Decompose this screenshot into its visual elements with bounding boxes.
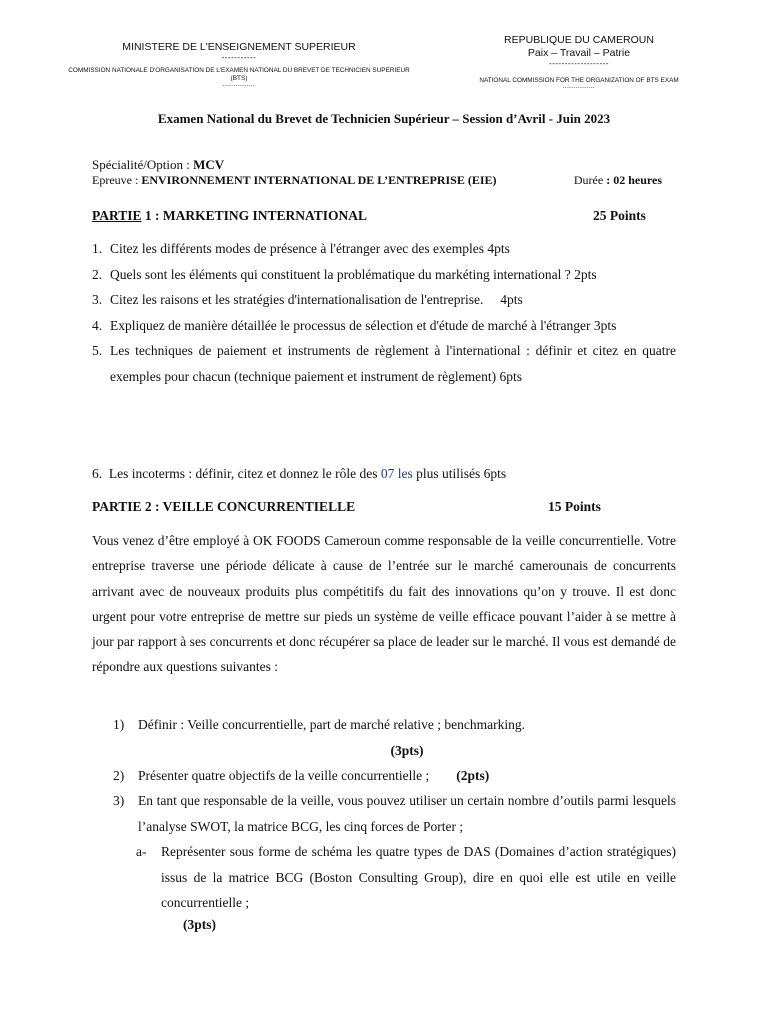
question-letter: a- bbox=[136, 844, 147, 859]
part2-title: PARTIE 2 : VEILLE CONCURRENTIELLE bbox=[92, 499, 356, 514]
question-number: 2) bbox=[113, 768, 125, 783]
question-number: 3) bbox=[113, 793, 125, 808]
commission-acronym: (BTS) bbox=[230, 75, 248, 82]
header-republic-block bbox=[470, 34, 688, 91]
part1-question-list bbox=[92, 236, 676, 389]
speciality-line bbox=[92, 157, 224, 173]
commission-name-en: NATIONAL COMMISSION FOR THE ORGANIZATION OF BTS EXAM bbox=[479, 77, 679, 84]
part2-points: 15 Points bbox=[548, 499, 601, 514]
header-ministry-block bbox=[60, 41, 418, 89]
republic-name: REPUBLIQUE DU CAMEROUN bbox=[504, 34, 654, 46]
header-separator: ------------------- bbox=[548, 59, 610, 68]
part2-question-3a: a- Représenter sous forme de schéma les quatre types de DAS (Domaines d’action stratégiques) issus de la matrice BCG (Boston Consulting Group), dire en quoi elle est utile en veille concurrentielle ; bbox=[136, 839, 676, 916]
epreuve-label: Epreuve : bbox=[92, 173, 142, 187]
ministry-name: MINISTERE DE L'ENSEIGNEMENT SUPERIEUR bbox=[122, 41, 356, 53]
header-separator: --------------- bbox=[222, 83, 256, 89]
speciality-value: MCV bbox=[193, 157, 225, 172]
part2-question-1: 1) Définir : Veille concurrentielle, part de marché relative ; benchmarking. (3pts) bbox=[113, 712, 676, 763]
header-separator: --------------- bbox=[562, 85, 596, 91]
case-study-paragraph: Vous venez d’être employé à OK FOODS Cameroun comme responsable de la veille concurrentielle. Votre entreprise traverse une période délicate à cause de l’entrée sur le marché camerounais de concurrents arrivant avec de nouveaux produits plus compétitifs du fait des innovations qu’on y trouve. Il est donc urgent pour votre entreprise de mettre sur pieds un système de veille efficace pouvant l’aider à se mettre à jour par rapport à ses concurrents et donc récupérer sa place de leader sur le marché. Il vous est demandé de répondre aux questions suivantes : bbox=[92, 533, 676, 675]
list-item: 1. Citez les différents modes de présence à l'étranger avec des exemples 4pts bbox=[92, 241, 510, 256]
question-number: 6. bbox=[92, 466, 103, 481]
part1-word: PARTIE bbox=[92, 208, 142, 223]
header-separator: ----------- bbox=[221, 53, 257, 62]
question-points: (2pts) bbox=[456, 768, 490, 783]
commission-name-fr: COMMISSION NATIONALE D'ORGANISATION DE L'EXAMEN NATIONAL DU BREVET DE TECHNICIEN SUPERIEUR bbox=[68, 67, 410, 74]
duration-label: Durée bbox=[573, 173, 607, 187]
exam-title: Examen National du Brevet de Technicien Supérieur – Session d’Avril - Juin 2023 bbox=[157, 111, 611, 126]
part2-question-3: 3) En tant que responsable de la veille, vous pouvez utiliser un certain nombre d’outils parmi lesquels l’analyse SWOT, la matrice BCG, les cinq forces de Porter ; bbox=[113, 788, 676, 839]
republic-motto: Paix – Travail – Patrie bbox=[527, 47, 631, 59]
question-points: (3pts) bbox=[390, 742, 424, 758]
part1-heading bbox=[92, 208, 658, 224]
part1-title: 1 : MARKETING INTERNATIONAL bbox=[141, 208, 368, 223]
duration-value: : 02 heures bbox=[606, 173, 662, 187]
epreuve-value: ENVIRONNEMENT INTERNATIONAL DE L’ENTREPRISE (EIE) bbox=[141, 173, 497, 187]
list-item: 2. Quels sont les éléments qui constituent la problématique du markéting international ? 2pts bbox=[92, 266, 597, 282]
speciality-label: Spécialité/Option : bbox=[92, 157, 194, 172]
duration bbox=[574, 173, 662, 188]
question-number: 1) bbox=[113, 717, 125, 732]
question-points: (3pts) bbox=[183, 917, 216, 932]
part1-question-6: 6. Les incoterms : définir, citez et donnez le rôle des 07 les plus utilisés 6pts bbox=[92, 466, 507, 481]
list-item: 3. Citez les raisons et les stratégies d'internationalisation de l'entreprise. 4pts bbox=[92, 292, 523, 307]
epreuve-line bbox=[92, 173, 662, 188]
list-item: 5. Les techniques de paiement et instruments de règlement à l'international : définir et citez en quatre exemples pour chacun (technique paiement et instrument de règlement) 6pts bbox=[92, 343, 676, 384]
part2-heading bbox=[92, 499, 658, 515]
list-item: 4. Expliquez de manière détaillée le processus de sélection et d'étude de marché à l'étranger 3pts bbox=[92, 317, 617, 333]
highlighted-text: 07 les bbox=[380, 466, 413, 481]
part2-question-2: 2) Présenter quatre objectifs de la veille concurrentielle ; (2pts) bbox=[113, 763, 676, 789]
part1-points: 25 Points bbox=[593, 208, 646, 223]
